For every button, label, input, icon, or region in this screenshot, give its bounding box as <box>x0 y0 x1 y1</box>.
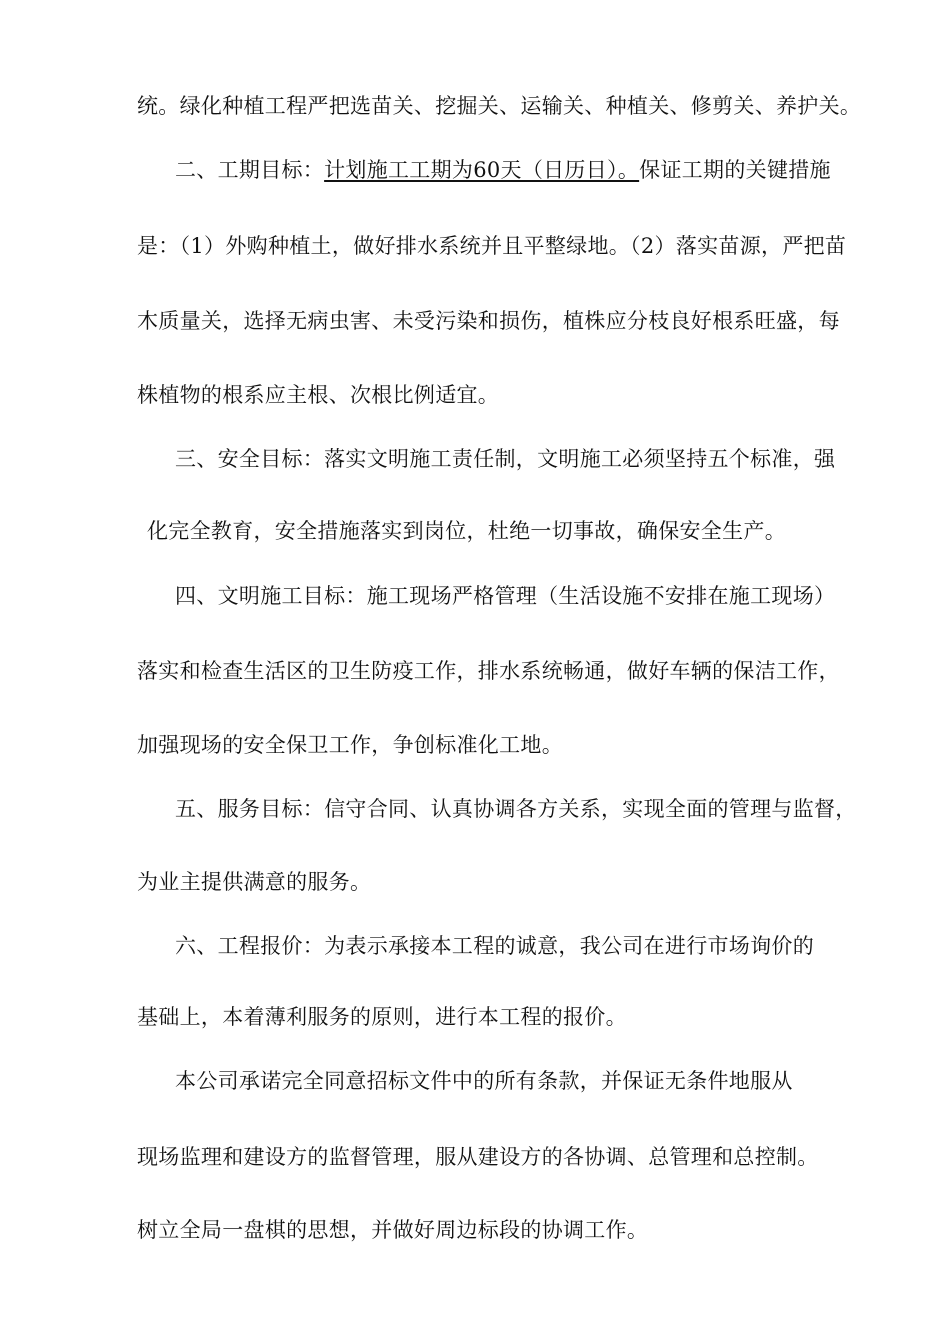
text-line-5: 株植物的根系应主根、次根比例适宜。 <box>137 383 500 407</box>
text-line-15: 本公司承诺完全同意招标文件中的所有条款，并保证无条件地服从 <box>175 1069 793 1093</box>
text-line-12: 为业主提供满意的服务。 <box>137 870 372 894</box>
text-line-13: 六、工程报价：为表示承接本工程的诚意，我公司在进行市场询价的 <box>175 934 814 958</box>
text-line-10: 加强现场的安全保卫工作，争创标准化工地。 <box>137 733 563 757</box>
text-line-17: 树立全局一盘棋的思想，并做好周边标段的协调工作。 <box>137 1218 649 1242</box>
text-line-16: 现场监理和建设方的监督管理，服从建设方的各协调、总管理和总控制。 <box>137 1145 819 1169</box>
text-line-1: 统。绿化种植工程严把选苗关、挖掘关、运输关、种植关、修剪关、养护关。 <box>137 94 862 118</box>
schedule-goal-label: 二、工期目标： <box>175 158 325 182</box>
text-line-2 <box>175 157 831 183</box>
text-line-4: 木质量关，选择无病虫害、未受污染和损伤，植株应分枝良好根系旺盛，每 <box>137 309 840 333</box>
text-line-8: 四、文明施工目标：施工现场严格管理（生活设施不安排在施工现场） <box>175 584 836 608</box>
text-line-11: 五、服务目标：信守合同、认真协调各方关系，实现全面的管理与监督， <box>175 797 857 821</box>
text-line-7: 化完全教育，安全措施落实到岗位，杜绝一切事故，确保安全生产。 <box>147 519 786 543</box>
text-line-6: 三、安全目标：落实文明施工责任制，文明施工必须坚持五个标准，强 <box>175 447 836 471</box>
text-line-9: 落实和检查生活区的卫生防疫工作，排水系统畅通，做好车辆的保洁工作， <box>137 659 840 683</box>
schedule-goal-underlined: 计划施工工期为60天（日历日）。 <box>324 158 640 182</box>
schedule-goal-suffix: 保证工期的关键措施 <box>639 158 831 182</box>
text-line-14: 基础上，本着薄利服务的原则，进行本工程的报价。 <box>137 1005 627 1029</box>
text-line-3: 是：（1）外购种植土，做好排水系统并且平整绿地。（2）落实苗源，严把苗 <box>137 234 847 258</box>
